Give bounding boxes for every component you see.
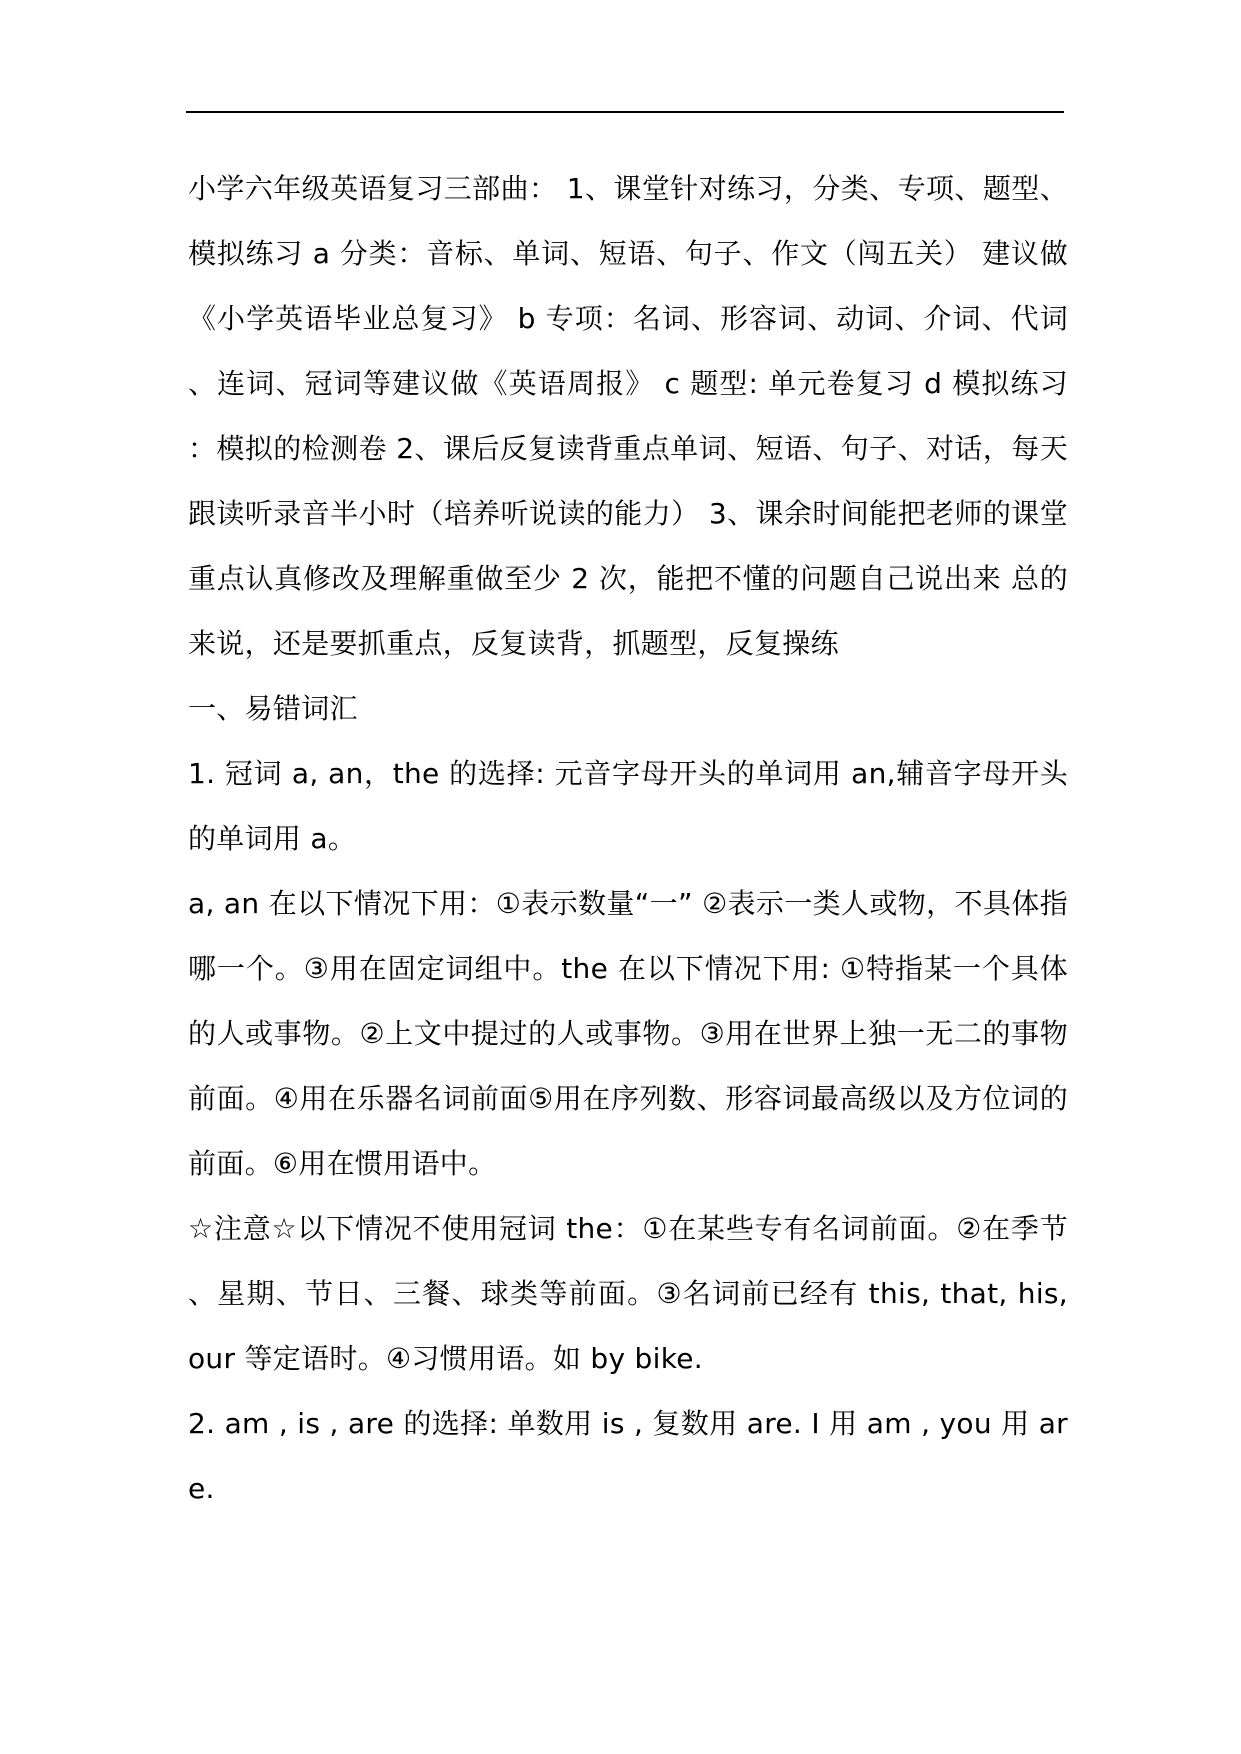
section-heading: 一、易错词汇 xyxy=(188,692,358,725)
header-rule xyxy=(186,111,1064,113)
document-body xyxy=(188,156,1068,1521)
article-usage-paragraph: a, an 在以下情况下用：①表示数量“一” ②表示一类人或物，不具体指哪一个。③用在固定词组中。the 在以下情况下用: ①特指某一个具体的人或事物。②上文中提过的人或事物。③用在世界上独一无二的事物前面。④用在乐器名词前面⑤用在序列数、形容词最高级以及方位词的前面。⑥用在惯用语中。 xyxy=(188,887,1068,1180)
intro-paragraph: 小学六年级英语复习三部曲： 1、课堂针对练习，分类、专项、题型、模拟练习 a 分类：音标、单词、短语、句子、作文（闯五关） 建议做《小学英语毕业总复习》 b 专项：名词、形容词、动词、介词、代词、连词、冠词等建议做《英语周报》 c 题型: 单元卷复习 d 模拟练习：模拟的检测卷 2、课后反复读背重点单词、短语、句子、对话，每天跟读听录音半小时（培养听说读的能力） 3、课余时间能把老师的课堂重点认真修改及理解重做至少 2 次，能把不懂的问题自己说出来 总的来说，还是要抓重点，反复读背，抓题型，反复操练 xyxy=(188,172,1068,660)
be-verb-paragraph: 2. am , is , are 的选择: 单数用 is , 复数用 are. I 用 am , you 用 are. xyxy=(188,1407,1068,1505)
article-rule-paragraph: 1. 冠词 a, an，the 的选择: 元音字母开头的单词用 an,辅音字母开头的单词用 a。 xyxy=(188,757,1068,855)
article-note-paragraph: ☆注意☆以下情况不使用冠词 the：①在某些专有名词前面。②在季节、星期、节日、三餐、球类等前面。③名词前已经有 this, that, his, our 等定语时。④习惯用语。如 by bike. xyxy=(188,1212,1068,1375)
